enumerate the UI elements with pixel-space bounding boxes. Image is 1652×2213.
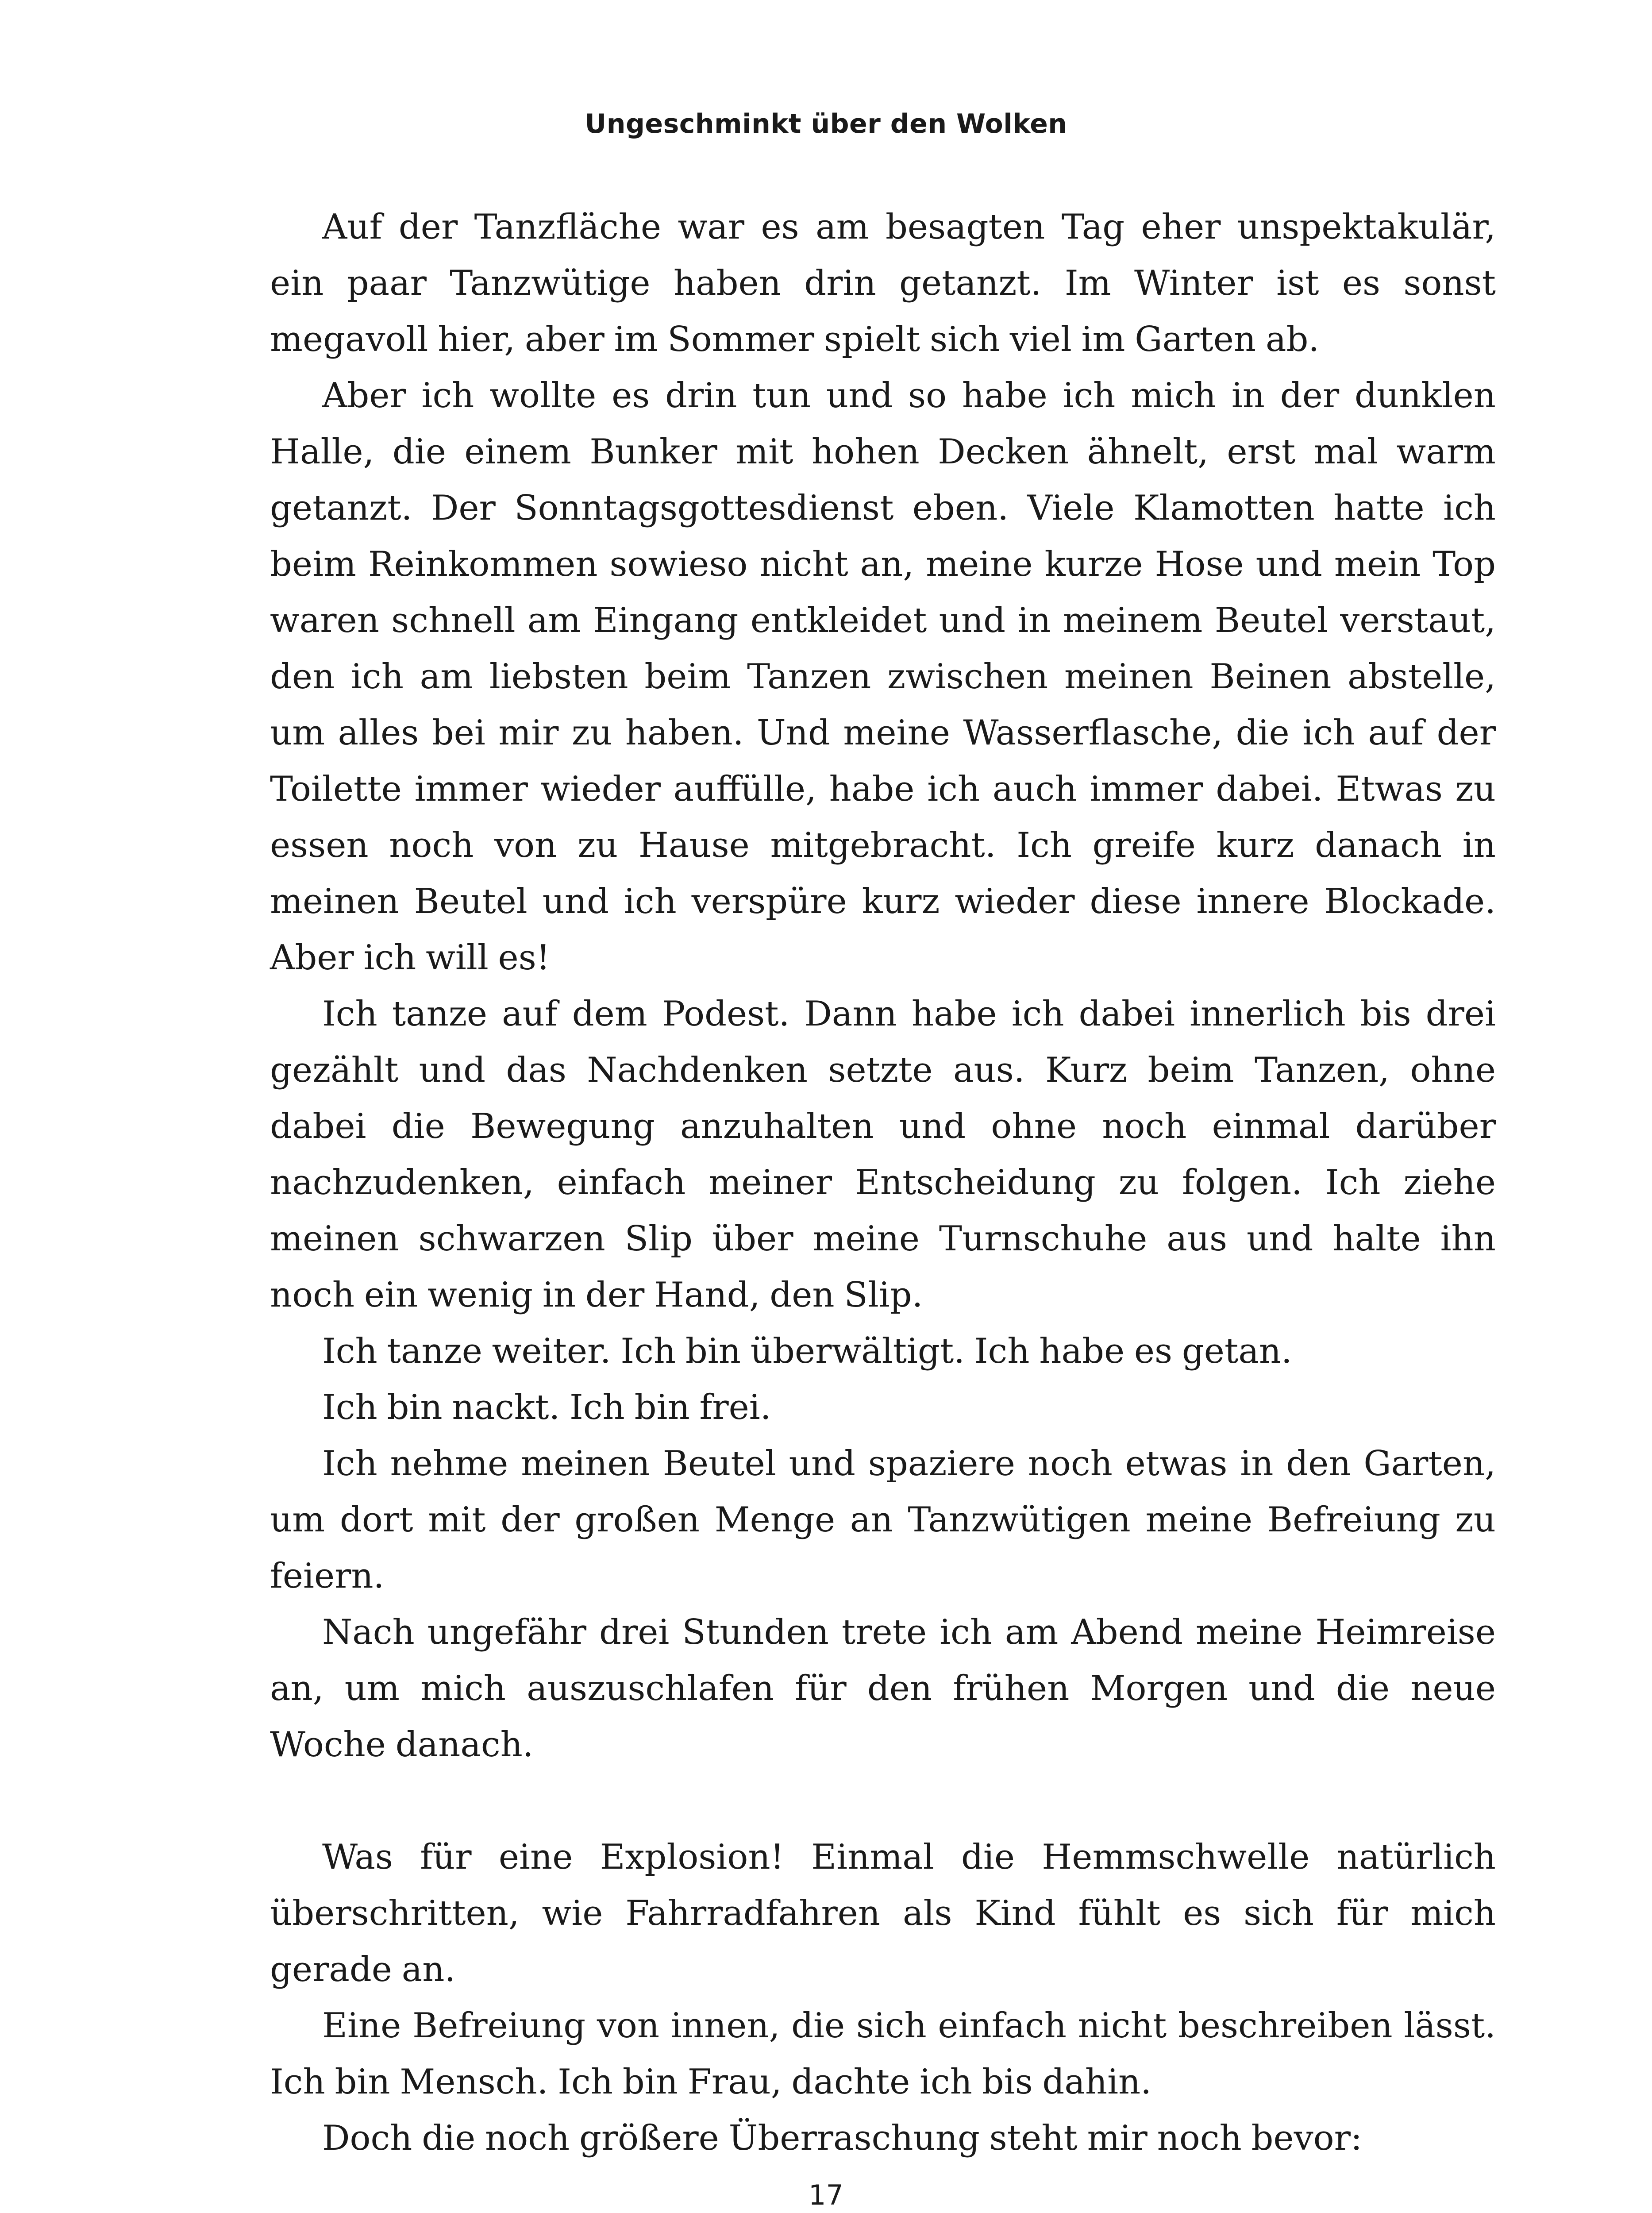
paragraph: Was für eine Explosion! Einmal die Hemmschwelle natürlich überschritten, wie Fahrradfahren als Kind fühlt es sich für mich gerade an. — [270, 1837, 1496, 1989]
paragraph: Ich nehme meinen Beutel und spaziere noch etwas in den Garten, um dort mit der großen Menge an Tanzwütigen meine Befreiung zu feiern. — [270, 1444, 1496, 1596]
paragraph: Eine Befreiung von innen, die sich einfach nicht beschreiben lässt. Ich bin Mensch. Ich bin Frau, dachte ich bis dahin. — [270, 2006, 1496, 2102]
paragraph: Ich tanze weiter. Ich bin überwältigt. Ich habe es getan. — [322, 1331, 1292, 1371]
paragraph: Doch die noch größere Überraschung steht mir noch bevor: — [322, 2118, 1363, 2158]
paragraph: Aber ich wollte es drin tun und so habe ich mich in der dunklen Halle, die einem Bunker mit hohen Decken ähnelt, erst mal warm getanzt. Der Sonntagsgottesdienst eben. Viele Klamotten hatte ich beim Reinkommen sowieso nicht an, meine kurze Hose und mein Top waren schnell am Eingang entkleidet und in meinem Beutel verstaut, den ich am liebsten beim Tanzen zwischen meinen Beinen abstelle, um alles bei mir zu haben. Und meine Wasserflasche, die ich auf der Toilette immer wieder auffülle, habe ich auch immer dabei. Etwas zu essen noch von zu Hause mitgebracht. Ich greife kurz danach in meinen Beutel und ich verspüre kurz wieder diese innere Blockade. Aber ich will es! — [270, 376, 1496, 978]
body-text — [270, 199, 1496, 2167]
paragraph: Ich bin nackt. Ich bin frei. — [322, 1388, 771, 1427]
paragraph: Ich tanze auf dem Podest. Dann habe ich dabei innerlich bis drei gezählt und das Nachdenken setzte aus. Kurz beim Tanzen, ohne dabei die Bewegung anzuhalten und ohne noch einmal darüber nachzudenken, einfach meiner Entscheidung zu folgen. Ich ziehe meinen schwarzen Slip über meine Turnschuhe aus und halte ihn noch ein wenig in der Hand, den Slip. — [270, 994, 1496, 1315]
paragraph: Auf der Tanzfläche war es am besagten Tag eher unspektakulär, ein paar Tanzwütige haben drin getanzt. Im Winter ist es sonst megavoll hier, aber im Sommer spielt sich viel im Garten ab. — [270, 207, 1496, 359]
paragraph: Nach ungefähr drei Stunden trete ich am Abend meine Heimreise an, um mich auszuschlafen für den frühen Morgen und die neue Woche danach. — [270, 1612, 1496, 1765]
page-number: 17 — [809, 2179, 843, 2211]
running-head: Ungeschminkt über den Wolken — [585, 108, 1067, 139]
scene-break — [270, 1773, 1496, 1829]
